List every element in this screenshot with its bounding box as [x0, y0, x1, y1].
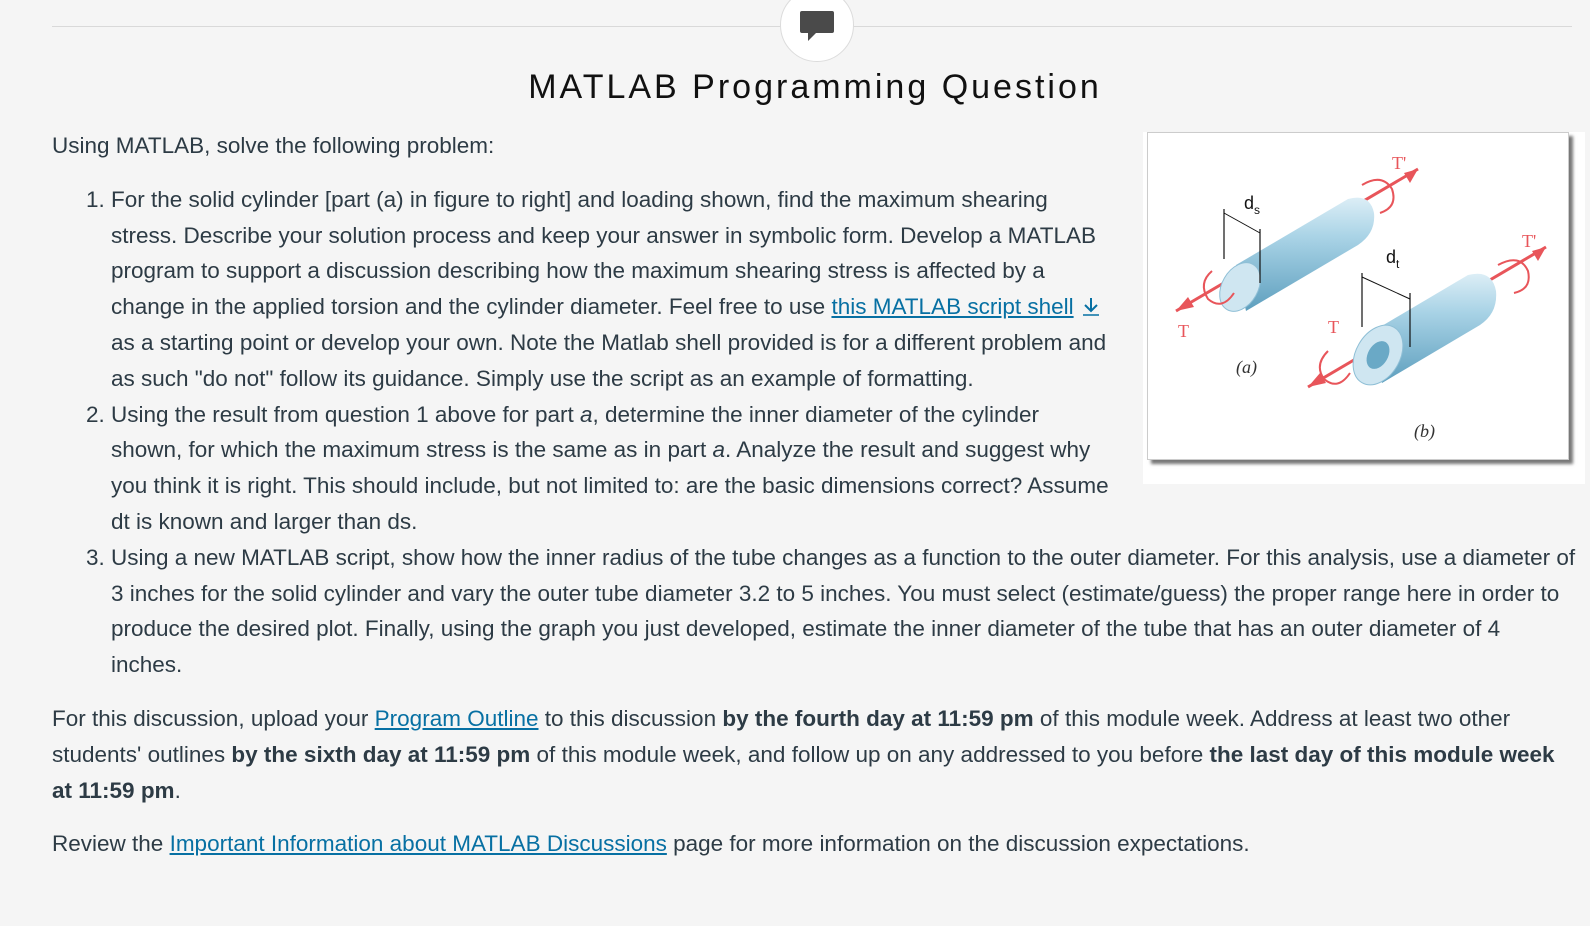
figure-frame	[1147, 132, 1569, 460]
question-3: 3. Using a new MATLAB script, show how the inner radius of the tube changes as a function to the outer diameter. For this analysis, use a diameter of 3 inches for the solid cylinder and vary the outer tube diameter 3.2 to 5 inches. You must select (estimate/guess) the proper range here in order to produce the desired plot. Finally, using the graph you just developed, estimate the inner diameter of the tube that has an outer diameter of 4 inches.	[111, 540, 1577, 683]
torsion-figure	[1143, 132, 1585, 484]
important-info-link[interactable]: Important Information about MATLAB Discussions	[169, 831, 667, 857]
intro-text: Using MATLAB, solve the following problem:	[52, 133, 495, 158]
cylinder-diagram	[1148, 133, 1568, 459]
script-shell-link[interactable]: this MATLAB script shell	[831, 294, 1074, 320]
download-icon[interactable]	[1080, 295, 1102, 317]
chat-bubble-icon	[798, 9, 836, 45]
caption-a: (a)	[1236, 357, 1257, 377]
page-title: MATLAB Programming Question	[528, 68, 1102, 106]
review-note: Review the Important Information about MATLAB Discussions page for more information on the discussion expectations.	[52, 831, 1250, 857]
discussion-badge	[780, 0, 854, 62]
discussion-instructions: For this discussion, upload your Program Outline to this discussion by the fourth day at 11:59 pm of this module week. Address at least two other students' outlines by the sixth day at 11:59 pm of this module week, and follow up on any addressed to you before the last day of this module week at 11:59 pm.	[52, 705, 1555, 803]
hollow-tube	[1308, 247, 1546, 394]
label-Tprime-a: T'	[1392, 153, 1407, 173]
label-T-b: T	[1328, 317, 1339, 337]
label-Tprime-b: T'	[1522, 231, 1537, 251]
label-ds: $d_s$	[1244, 193, 1261, 217]
label-T-a: T	[1178, 321, 1189, 341]
discussion-content	[52, 128, 1577, 862]
question-1: 1. For the solid cylinder [part (a) in figure to right] and loading shown, find the maximum shearing stress. Describe your solution process and keep your answer in symbolic form. Develop a MATLAB program to support a discussion describing how the maximum shearing stress is affected by a change in the applied torsion and the cylinder diameter. Feel free to use this MATLAB script shell as a starting point or develop your own. Note the Matlab shell provided is for a different problem and as such "do not" follow its guidance. Simply use the script as an example of formatting.	[111, 182, 1577, 397]
solid-cylinder	[1176, 169, 1418, 319]
question-2: 2. Using the result from question 1 above for part a, determine the inner diameter of the cylinder shown, for which the maximum stress is the same as in part a. Analyze the result and suggest why you think it is right. This should include, but not limited to: are the basic dimensions correct? Assume dt is known and larger than ds.	[111, 397, 1577, 540]
label-dt: $d_t$	[1386, 247, 1400, 271]
caption-b: (b)	[1414, 421, 1435, 441]
program-outline-link[interactable]: Program Outline	[374, 705, 539, 731]
